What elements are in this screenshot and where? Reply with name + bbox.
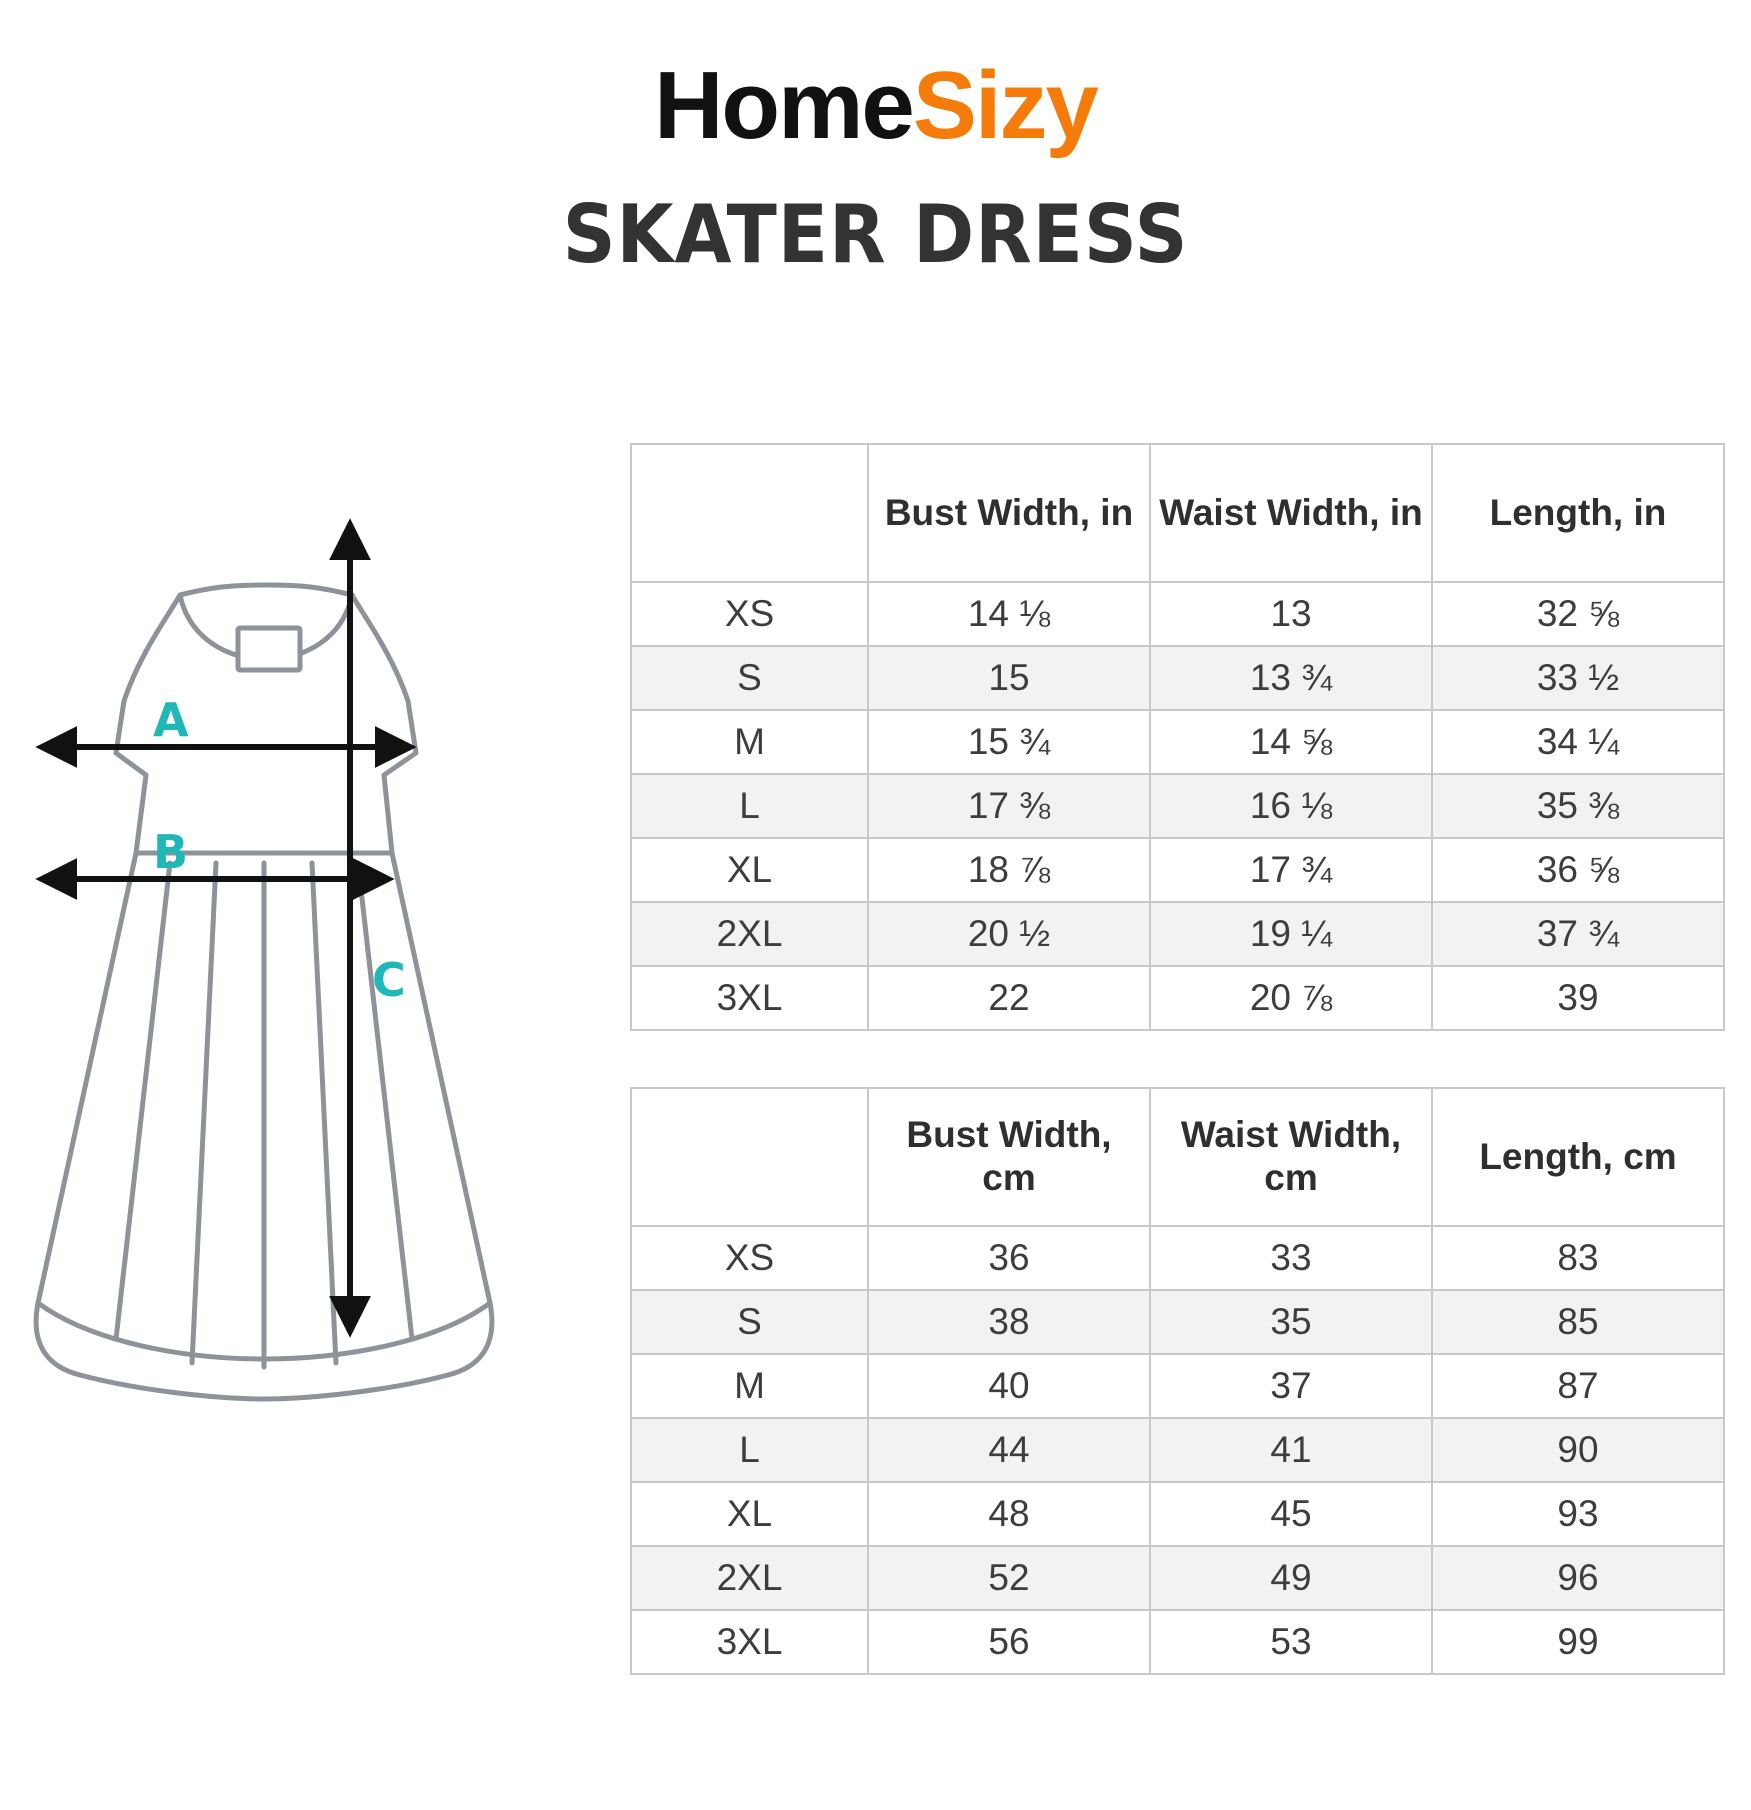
table-row	[631, 710, 1724, 774]
dimension-label-a: A	[153, 693, 189, 747]
cell-size: S	[631, 1290, 868, 1354]
table-row	[631, 646, 1724, 710]
table-row	[631, 838, 1724, 902]
table-row	[631, 902, 1724, 966]
cell-waist: 13 ¾	[1150, 646, 1432, 710]
brand-name-primary: Home	[654, 52, 913, 159]
cell-waist: 41	[1150, 1418, 1432, 1482]
cell-size: S	[631, 646, 868, 710]
cell-waist: 53	[1150, 1610, 1432, 1674]
size-chart-page	[0, 52, 1751, 1810]
cell-bust: 56	[868, 1610, 1150, 1674]
table-row	[631, 1290, 1724, 1354]
cell-size: XL	[631, 838, 868, 902]
header-size	[631, 1088, 868, 1226]
header-length: Length, in	[1432, 444, 1724, 582]
cell-size: 3XL	[631, 966, 868, 1030]
cell-bust: 17 ⅜	[868, 774, 1150, 838]
table-row	[631, 1418, 1724, 1482]
header-bust-width: Bust Width, in	[868, 444, 1150, 582]
dimension-label-b: B	[153, 825, 189, 879]
cell-waist: 20 ⅞	[1150, 966, 1432, 1030]
cell-size: XS	[631, 1226, 868, 1290]
cell-size: XL	[631, 1482, 868, 1546]
cell-length: 87	[1432, 1354, 1724, 1418]
cell-waist: 33	[1150, 1226, 1432, 1290]
cell-length: 35 ⅜	[1432, 774, 1724, 838]
cell-waist: 45	[1150, 1482, 1432, 1546]
cell-length: 99	[1432, 1610, 1724, 1674]
cell-length: 96	[1432, 1546, 1724, 1610]
header-waist-width: Waist Width, in	[1150, 444, 1432, 582]
cell-waist: 17 ¾	[1150, 838, 1432, 902]
table-row	[631, 1354, 1724, 1418]
cell-length: 39	[1432, 966, 1724, 1030]
cell-length: 93	[1432, 1482, 1724, 1546]
cell-waist: 35	[1150, 1290, 1432, 1354]
cell-waist: 37	[1150, 1354, 1432, 1418]
size-table-inches	[630, 443, 1725, 1031]
cell-bust: 18 ⅞	[868, 838, 1150, 902]
cell-size: 2XL	[631, 902, 868, 966]
size-tables	[630, 443, 1725, 1675]
header-waist-width: Waist Width, cm	[1150, 1088, 1432, 1226]
cell-length: 85	[1432, 1290, 1724, 1354]
cell-waist: 14 ⅝	[1150, 710, 1432, 774]
cell-size: 2XL	[631, 1546, 868, 1610]
cell-bust: 52	[868, 1546, 1150, 1610]
cell-waist: 49	[1150, 1546, 1432, 1610]
table-row	[631, 1482, 1724, 1546]
cell-size: L	[631, 774, 868, 838]
brand-logo	[0, 52, 1751, 159]
cell-bust: 15	[868, 646, 1150, 710]
header-size	[631, 444, 868, 582]
size-table-centimeters	[630, 1087, 1725, 1675]
table-row	[631, 774, 1724, 838]
cell-size: XS	[631, 582, 868, 646]
cell-length: 90	[1432, 1418, 1724, 1482]
cell-bust: 38	[868, 1290, 1150, 1354]
table-row	[631, 582, 1724, 646]
cell-waist: 16 ⅛	[1150, 774, 1432, 838]
cell-length: 37 ¾	[1432, 902, 1724, 966]
cell-bust: 36	[868, 1226, 1150, 1290]
table-row	[631, 1546, 1724, 1610]
table-row	[631, 966, 1724, 1030]
cell-waist: 13	[1150, 582, 1432, 646]
header-bust-width: Bust Width, cm	[868, 1088, 1150, 1226]
cell-bust: 40	[868, 1354, 1150, 1418]
cell-bust: 14 ⅛	[868, 582, 1150, 646]
table-header-row	[631, 1088, 1724, 1226]
dimension-label-c: C	[372, 953, 406, 1007]
page-title: SKATER DRESS	[562, 188, 1189, 281]
table-spacer	[630, 1031, 1725, 1087]
cell-size: L	[631, 1418, 868, 1482]
cell-length: 36 ⅝	[1432, 838, 1724, 902]
cell-length: 32 ⅝	[1432, 582, 1724, 646]
cell-length: 34 ¼	[1432, 710, 1724, 774]
cell-bust: 20 ½	[868, 902, 1150, 966]
cell-size: M	[631, 710, 868, 774]
brand-name-secondary: Sizy	[912, 52, 1097, 159]
cell-length: 33 ½	[1432, 646, 1724, 710]
cell-bust: 15 ¾	[868, 710, 1150, 774]
cell-bust: 22	[868, 966, 1150, 1030]
cell-bust: 48	[868, 1482, 1150, 1546]
dress-outline-svg	[20, 503, 620, 1553]
cell-size: M	[631, 1354, 868, 1418]
dress-diagram	[20, 503, 620, 1553]
table-row	[631, 1610, 1724, 1674]
cell-length: 83	[1432, 1226, 1724, 1290]
table-row	[631, 1226, 1724, 1290]
table-header-row	[631, 444, 1724, 582]
cell-bust: 44	[868, 1418, 1150, 1482]
cell-size: 3XL	[631, 1610, 868, 1674]
header-length: Length, cm	[1432, 1088, 1724, 1226]
cell-waist: 19 ¼	[1150, 902, 1432, 966]
